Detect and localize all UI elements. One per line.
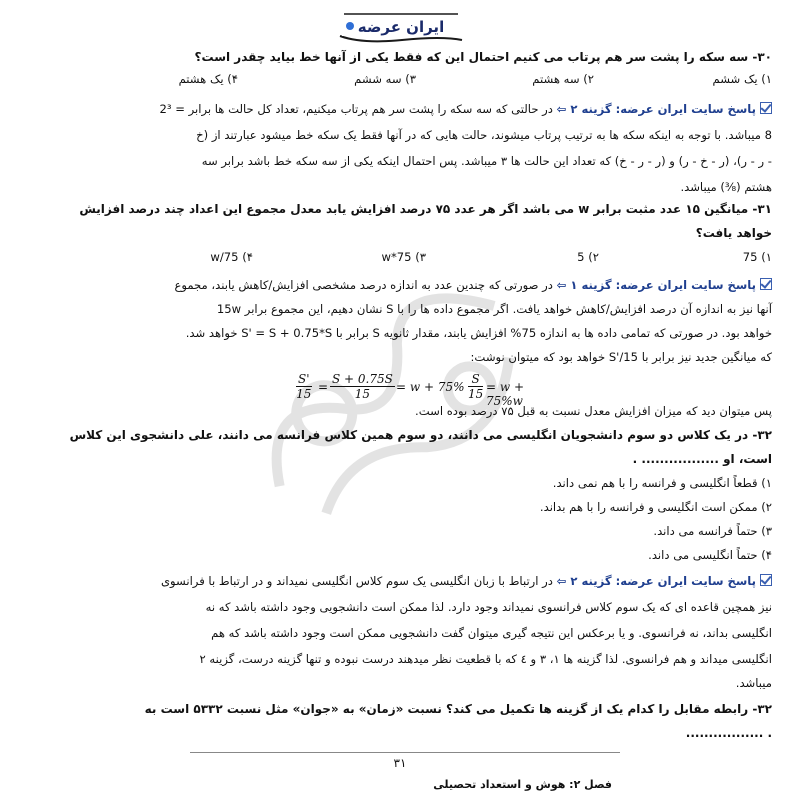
option: ۳) سه ششم — [354, 72, 416, 86]
answer-32a-line-3: انگلیسی بداند، نه فرانسوی. و یا برعکس این نتیجه گیری میتوان گفت دانشجویی ممکن است وجود داشته باشد که هم — [211, 626, 772, 640]
checkbox-icon — [760, 574, 772, 586]
answer-32a-line-5: میباشد. — [735, 676, 772, 690]
numerator: S' — [298, 372, 310, 386]
option: ۴) حتماً انگلیسی می داند. — [648, 548, 772, 562]
option: ۴) یک هشتم — [178, 72, 238, 86]
option: ۱) یک ششم — [712, 72, 772, 86]
option: ۱) 75 — [742, 250, 772, 264]
denominator: 15 — [296, 387, 312, 401]
chapter-title: فصل ۲: هوش و استعداد تحصیلی — [433, 778, 612, 791]
question-32a-line-2: است، او ................. . — [632, 452, 772, 466]
question-31-line-2: خواهد یافت؟ — [695, 226, 772, 240]
question-30: ۳۰- سه سکه را پشت سر هم پرتاب می کنیم احتمال این که فقط یکی از آنها خط بیاید چقدر است؟ — [194, 50, 772, 64]
answer-text: در حالتی که سه سکه را پشت سر هم پرتاب میکنیم، تعداد کل حالت ها برابر = 2³ — [159, 102, 553, 116]
question-32b-line-2: ................. . — [685, 726, 772, 740]
answer-text: در صورتی که چندین عدد به اندازه درصد مشخصی افزایش/کاهش یابند، مجموع — [174, 278, 553, 292]
numerator: S + 0.75S — [332, 372, 393, 386]
answer-head: پاسخ سایت ایران عرضه: گزینه ۱ ⇦ — [556, 278, 756, 292]
question-32b-line-1: ۳۲- رابطه مقابل را کدام یک از گزینه ها تکمیل می کند؟ نسبت «زمان» به «جوان» مثل نسبت ۵۳۳۲ است به — [144, 702, 772, 716]
answer-32a-line-2: نیز همچین قاعده ای که یک سوم کلاس فرانسوی نمیداند وجود دارد. لذا ممکن است دانشجویی وجود داشته باشد که نه — [205, 600, 772, 614]
answer-30-line-1 — [46, 96, 772, 122]
page-number: ۳۱ — [393, 756, 407, 770]
answer-31-line-4: که میانگین جدید نیز برابر با S'/15 خواهد بود که میتوان نوشت: — [470, 350, 772, 364]
numerator: S — [468, 372, 483, 387]
iran-arze-logo — [332, 6, 470, 46]
denominator: 15 — [468, 387, 484, 401]
option: ۱) قطعاً انگلیسی و فرانسه را با هم نمی داند. — [552, 476, 772, 490]
formula-fraction-2 — [330, 372, 395, 401]
answer-30-line-4: هشتم (⅜) میباشد. — [680, 180, 772, 194]
checkbox-icon — [760, 278, 772, 290]
option: ۲) ممکن است انگلیسی و فرانسه را با هم بداند. — [539, 500, 772, 514]
answer-head: پاسخ سایت ایران عرضه: گزینه ۲ ⇦ — [556, 102, 756, 116]
answer-31-line-2: آنها نیز به اندازه آن درصد افزایش/کاهش خواهد یافت. اگر مجموع داده ها را با S نشان دهیم، این مجموع برابر 15w — [216, 302, 772, 316]
answer-31-line-5: پس میتوان دید که میزان افزایش معدل نسبت به قبل ۷۵ درصد بوده است. — [415, 404, 772, 418]
answer-31-line-3: خواهد بود. در صورتی که تمامی داده ها به اندازه 75% افزایش یابند، مقدار ثانویه S برابر با S' = S + 0.75*S خواهد شد. — [185, 326, 772, 340]
option: ۳) حتماً فرانسه می داند. — [653, 524, 772, 538]
option: ۳) 75*w — [381, 250, 426, 264]
question-31-options — [80, 250, 772, 264]
denominator: 15 — [354, 387, 371, 401]
answer-text: در ارتباط با زبان انگلیسی یک سوم کلاس انگلیسی نمیداند و در ارتباط با فرانسوی — [160, 574, 553, 588]
formula-fraction-1 — [296, 372, 312, 401]
answer-32a-line-1 — [46, 568, 772, 594]
option: ۲) سه هشتم — [532, 72, 594, 86]
answer-head: پاسخ سایت ایران عرضه: گزینه ۲ ⇦ — [556, 574, 756, 588]
option: ۲) 5 — [577, 250, 599, 264]
question-31-line-1: ۳۱- میانگین ۱۵ عدد مثبت برابر w می باشد اگر هر عدد ۷۵ درصد افزایش یابد معدل مجموع این اعداد چند درصد افزایش — [79, 202, 772, 216]
formula-fraction-3 — [468, 372, 483, 401]
option: ۴) 75/w — [210, 250, 253, 264]
answer-30-line-2: 8 میباشد. با توجه به اینکه سکه ها به ترتیب پرتاب میشوند، حالت هایی که در آنها فقط یک سکه خط میشود عبارتند از (خ — [196, 128, 772, 142]
answer-31-line-1 — [46, 272, 772, 298]
answer-30-line-3: - ر - ر)، (ر - خ - ر) و (ر - ر - خ) که تعداد این حالت ها ۳ میباشد. پس احتمال اینکه یکی از سه سکه خط باشد برابر سه — [201, 154, 772, 168]
answer-32a-line-4: انگلیسی میداند و هم فرانسوی. لذا گزینه ها ۱، ۳ و ٤ که با قطعیت نظر میدهند درست نبوده و تنها گزینه درست، گزینه ۲ — [199, 652, 772, 666]
checkbox-icon — [760, 102, 772, 114]
formula-text: = w + 75% — [396, 380, 465, 394]
question-30-options — [60, 72, 772, 86]
question-32a-line-1: ۳۲- در یک کلاس دو سوم دانشجویان انگلیسی می دانند، دو سوم همین کلاس فرانسه می دانند، علی دانشجوی این کلاس — [69, 428, 772, 442]
equals-sign: = — [318, 380, 329, 394]
svg-text:ایران عرضه: ایران عرضه — [357, 18, 445, 36]
formula-text: = w + 75%w — [486, 380, 525, 408]
footer-divider — [190, 752, 620, 753]
